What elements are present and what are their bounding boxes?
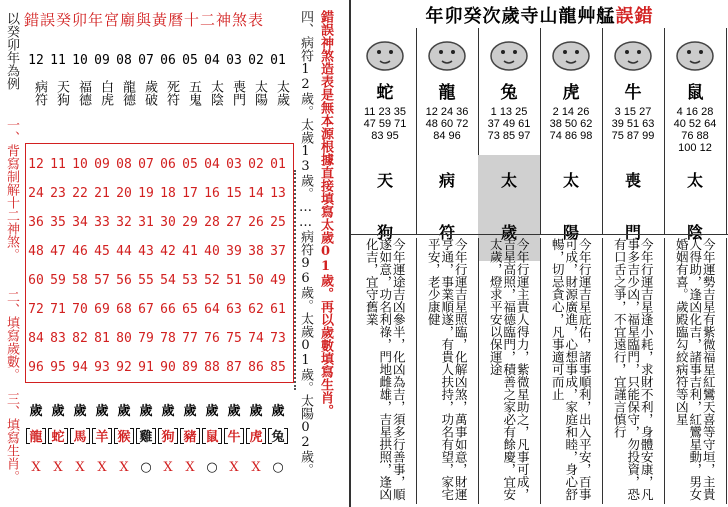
age-cell: 74: [248, 331, 264, 346]
zodiac-animal: 狗: [157, 426, 179, 445]
star-char-2: 陽: [562, 223, 579, 242]
description-text: 今年行運主貴人得力，紫微星助之，凡事可成，吉星高照，福德臨門，積善之家必有餘慶，宜安太歲，燈求平安以保運途: [488, 238, 531, 501]
age-cell: 83: [50, 331, 66, 346]
animal-ages: 2 14 26 38 50 62 74 86 98: [549, 106, 593, 142]
animal-ages: 4 16 28 40 52 64 76 88 100 12: [673, 106, 717, 154]
age-row: [25, 150, 289, 179]
god-label: 天狗: [54, 80, 69, 106]
mark-cell: X: [185, 460, 195, 475]
age-cell: 63: [226, 302, 242, 317]
age-cell: 42: [160, 244, 176, 259]
age-cell: 56: [116, 273, 132, 288]
age-cell: 62: [248, 302, 264, 317]
age-cell: 86: [248, 360, 264, 375]
sui-cell: 歲: [29, 404, 43, 419]
ages-header-cells: [25, 50, 289, 70]
age-cell: 18: [160, 186, 176, 201]
sui-cell: 歲: [249, 404, 263, 419]
age-cell: 51: [226, 273, 242, 288]
age-row: [25, 266, 289, 295]
age-header-cell: 05: [182, 52, 198, 68]
god-label: 福德: [76, 80, 91, 106]
mark-cell: X: [97, 460, 107, 475]
age-cell: 31: [138, 215, 154, 230]
zodiac-animal: 羊: [91, 426, 113, 445]
age-cell: 07: [138, 157, 154, 172]
animal-ages: 3 15 27 39 51 63 75 87 99: [611, 106, 655, 142]
age-cell: 59: [50, 273, 66, 288]
zodiac-picture-icon: [672, 30, 718, 76]
age-cell: 28: [204, 215, 220, 230]
age-cell: 53: [182, 273, 198, 288]
marks-row: [25, 460, 289, 475]
age-header-cell: 11: [50, 52, 66, 68]
age-cell: 13: [270, 186, 286, 201]
age-header-cell: 12: [28, 52, 44, 68]
age-cell: 33: [94, 215, 110, 230]
note4: 四、病符12歲。太歲13歲。……病符96歲。太歲01歲。太陽02歲。: [298, 10, 313, 476]
age-cell: 43: [138, 244, 154, 259]
mark-cell: ○: [140, 460, 152, 475]
side-note: 以癸卯年為例: [4, 12, 19, 90]
description-column: [354, 238, 417, 504]
age-cell: 27: [226, 215, 242, 230]
section1-label: 一、背寫制解十二神煞。: [4, 118, 19, 261]
sui-cell: 歲: [205, 404, 219, 419]
age-header-cell: 10: [72, 52, 88, 68]
animal-column: [664, 28, 727, 242]
age-cell: 26: [248, 215, 264, 230]
age-cell: 39: [226, 244, 242, 259]
god-label: 白虎: [98, 80, 113, 106]
age-cell: 48: [28, 244, 44, 259]
dotted-line: [294, 170, 296, 390]
age-cell: 29: [182, 215, 198, 230]
age-cell: 34: [72, 215, 88, 230]
age-cell: 36: [28, 215, 44, 230]
sui-cell: 歲: [183, 404, 197, 419]
zodiac-picture-icon: [610, 30, 656, 76]
animal-name: 兔: [500, 83, 518, 103]
divider: [351, 234, 728, 235]
age-cell: 70: [72, 302, 88, 317]
god-label: 龍德: [120, 80, 135, 106]
age-header-cell: 06: [160, 52, 176, 68]
age-cell: 66: [160, 302, 176, 317]
sui-cell: 歲: [227, 404, 241, 419]
sui-cell: 歲: [271, 404, 285, 419]
age-cell: 06: [160, 157, 176, 172]
age-cell: 04: [204, 157, 220, 172]
sui-cell: 歲: [95, 404, 109, 419]
age-cell: 77: [182, 331, 198, 346]
age-cell: 72: [28, 302, 44, 317]
description-column: [478, 238, 541, 504]
age-cell: 32: [116, 215, 132, 230]
age-cell: 75: [226, 331, 242, 346]
age-cell: 79: [138, 331, 154, 346]
age-cell: 21: [94, 186, 110, 201]
zodiac-animal: 兔: [267, 426, 289, 445]
age-cell: 93: [94, 360, 110, 375]
god-label: 歲破: [142, 80, 157, 106]
age-cell: 17: [182, 186, 198, 201]
note4-red: 錯誤神煞造表是無本源根據直接填寫太歲01歲。再以歲數填寫生肖。: [318, 10, 333, 417]
age-header-cell: 02: [248, 52, 264, 68]
age-cell: 05: [182, 157, 198, 172]
animal-column: [478, 28, 541, 242]
left-title: 錯誤癸卯年宮廟與黃曆十二神煞表: [24, 11, 265, 29]
age-header-cell: 09: [94, 52, 110, 68]
zodiac-animal: 猴: [113, 426, 135, 445]
age-cell: 65: [182, 302, 198, 317]
zodiac-animal: 龍: [25, 426, 47, 445]
age-cell: 54: [160, 273, 176, 288]
right-title-main: 年卯癸次歲寺山龍艸艋: [425, 6, 616, 27]
mark-cell: ○: [206, 460, 218, 475]
animal-name: 龍: [438, 83, 456, 103]
age-cell: 57: [94, 273, 110, 288]
description-column: [540, 238, 603, 504]
ages-header-row: [25, 50, 289, 70]
age-cell: 73: [270, 331, 286, 346]
right-panel: [351, 0, 728, 507]
sui-cell: 歲: [161, 404, 175, 419]
age-cell: 52: [204, 273, 220, 288]
zodiac-animal: 鼠: [201, 426, 223, 445]
mark-cell: X: [119, 460, 129, 475]
star-char-1: 太: [686, 171, 703, 190]
age-cell: 19: [138, 186, 154, 201]
age-cell: 76: [204, 331, 220, 346]
mark-cell: X: [53, 460, 63, 475]
zodiac-picture-icon: [486, 30, 532, 76]
right-title-error: 誤錯: [615, 6, 654, 27]
mark-cell: X: [31, 460, 41, 475]
animal-column: [416, 28, 479, 242]
age-cell: 14: [248, 186, 264, 201]
age-cell: 24: [28, 186, 44, 201]
star-char-2: 歲: [500, 223, 517, 242]
god-label: 太歲: [274, 80, 289, 106]
age-cell: 03: [226, 157, 242, 172]
mark-cell: ○: [272, 460, 284, 475]
animal-name: 牛: [624, 83, 642, 103]
age-row: [25, 353, 289, 382]
age-cell: 68: [116, 302, 132, 317]
description-text: 今年運途吉凶參半，化凶為吉，須多行善事，順遂如意，功名利祿，門地雌雄，吉星拱照，逢凶化吉，宜守舊業: [364, 238, 407, 501]
age-cell: 60: [28, 273, 44, 288]
age-cell: 92: [116, 360, 132, 375]
mark-cell: X: [75, 460, 85, 475]
age-cell: 58: [72, 273, 88, 288]
sui-cell: 歲: [73, 404, 87, 419]
animal-ages: 1 13 25 37 49 61 73 85 97: [487, 106, 531, 142]
god-label: 病符: [32, 80, 47, 106]
god-label: 太陰: [208, 80, 223, 106]
age-cell: 12: [28, 157, 44, 172]
right-title: [351, 2, 728, 28]
age-cell: 10: [72, 157, 88, 172]
zodiac-animal: 豬: [179, 426, 201, 445]
description-text: 今年行運吉星庇佑，諸事順利，出入平安，百事可成，財源廣進，心想事成，家庭和睦，身心舒暢，切忌貪心，凡事適可而止: [550, 238, 593, 501]
age-cell: 61: [270, 302, 286, 317]
zodiac-picture-icon: [548, 30, 594, 76]
age-cell: 50: [248, 273, 264, 288]
age-row: [25, 179, 289, 208]
zodiac-animal: 蛇: [47, 426, 69, 445]
age-row: [25, 208, 289, 237]
age-cell: 95: [50, 360, 66, 375]
age-cell: 78: [160, 331, 176, 346]
zodiac-picture-icon: [424, 30, 470, 76]
age-row: [25, 324, 289, 353]
sui-row: [25, 400, 289, 419]
age-cell: 41: [182, 244, 198, 259]
left-panel: [0, 0, 351, 507]
star-char-2: 門: [624, 223, 641, 242]
star-char-1: 太: [500, 171, 517, 190]
animal-ages: 12 24 36 48 60 72 84 96: [425, 106, 469, 142]
star-char-1: 喪: [624, 171, 641, 190]
god-label: 太陽: [252, 80, 267, 106]
age-row: [25, 295, 289, 324]
description-text: 今年行運吉星照臨，化解凶煞，萬事如意，財運亨通，事業順遂，有貴人扶持，功名有望，家宅平安，老少康健: [426, 238, 469, 501]
age-cell: 49: [270, 273, 286, 288]
age-cell: 44: [116, 244, 132, 259]
age-cell: 91: [138, 360, 154, 375]
god-label: 五鬼: [186, 80, 201, 106]
age-cell: 81: [94, 331, 110, 346]
animal-name: 虎: [562, 83, 580, 103]
god-label: 死符: [164, 80, 179, 106]
age-header-cell: 01: [270, 52, 286, 68]
age-cell: 85: [270, 360, 286, 375]
age-cell: 40: [204, 244, 220, 259]
age-cell: 25: [270, 215, 286, 230]
animal-name: 鼠: [686, 83, 704, 103]
age-cell: 15: [226, 186, 242, 201]
star-char-2: 符: [438, 223, 455, 242]
description-column: [664, 238, 727, 504]
zodiac-picture-icon: [362, 30, 408, 76]
star-char-1: 太: [562, 171, 579, 190]
age-cell: 87: [226, 360, 242, 375]
animal-name: 蛇: [376, 83, 394, 103]
age-cell: 80: [116, 331, 132, 346]
age-cell: 46: [72, 244, 88, 259]
age-cell: 23: [50, 186, 66, 201]
age-cell: 37: [270, 244, 286, 259]
age-cell: 20: [116, 186, 132, 201]
mark-cell: X: [251, 460, 261, 475]
description-column: [416, 238, 479, 504]
age-cell: 67: [138, 302, 154, 317]
animal-column: [354, 28, 417, 242]
age-cell: 35: [50, 215, 66, 230]
age-cell: 64: [204, 302, 220, 317]
age-cell: 94: [72, 360, 88, 375]
age-cell: 88: [204, 360, 220, 375]
god-label: 喪門: [230, 80, 245, 106]
animal-column: [540, 28, 603, 242]
age-header-cell: 07: [138, 52, 154, 68]
sui-cell: 歲: [51, 404, 65, 419]
section2-label: 二、填寫歲數。: [4, 290, 19, 381]
age-row: [25, 237, 289, 266]
sui-cell: 歲: [117, 404, 131, 419]
age-cell: 22: [72, 186, 88, 201]
description-text: 今年行運吉星逢小耗，求財不利，身體安康，凡事多吉少凶，福星臨門，只能保守，勿投資，恐有口舌之爭，不宜遠行，宜謹言慎行: [612, 238, 655, 501]
age-cell: 16: [204, 186, 220, 201]
age-cell: 84: [28, 331, 44, 346]
animals-row: [25, 426, 289, 445]
age-cell: 38: [248, 244, 264, 259]
mark-cell: X: [229, 460, 239, 475]
age-grid: [25, 150, 289, 382]
gods-row: [25, 80, 289, 106]
description-text: 今年運勢吉星有紫微福星紅鸞天喜等守垣，主貴人得助，逢凶化吉，諸事吉利，紅鸞星動，男女婚姻有喜。歲殿臨勾絞病符等凶星: [674, 238, 717, 501]
description-column: [602, 238, 665, 504]
age-cell: 11: [50, 157, 66, 172]
age-cell: 08: [116, 157, 132, 172]
age-header-cell: 04: [204, 52, 220, 68]
section3-label: 三、填寫生肖。: [4, 392, 19, 483]
zodiac-animal: 馬: [69, 426, 91, 445]
age-cell: 69: [94, 302, 110, 317]
age-cell: 09: [94, 157, 110, 172]
age-header-cell: 03: [226, 52, 242, 68]
age-cell: 47: [50, 244, 66, 259]
age-header-cell: 08: [116, 52, 132, 68]
zodiac-animal: 牛: [223, 426, 245, 445]
mark-cell: X: [163, 460, 173, 475]
star-char-1: 病: [438, 171, 455, 190]
age-cell: 96: [28, 360, 44, 375]
age-cell: 30: [160, 215, 176, 230]
age-cell: 90: [160, 360, 176, 375]
sui-cell: 歲: [139, 404, 153, 419]
age-cell: 45: [94, 244, 110, 259]
zodiac-animal: 虎: [245, 426, 267, 445]
age-cell: 71: [50, 302, 66, 317]
age-cell: 02: [248, 157, 264, 172]
star-char-1: 天: [376, 171, 393, 190]
age-cell: 89: [182, 360, 198, 375]
age-cell: 55: [138, 273, 154, 288]
animal-ages: 11 23 35 47 59 71 83 95: [363, 106, 407, 142]
zodiac-animal: 雞: [135, 426, 157, 445]
age-cell: 82: [72, 331, 88, 346]
star-char-2: 陰: [686, 223, 703, 242]
star-char-2: 狗: [376, 223, 393, 242]
animal-column: [602, 28, 665, 242]
age-cell: 01: [270, 157, 286, 172]
